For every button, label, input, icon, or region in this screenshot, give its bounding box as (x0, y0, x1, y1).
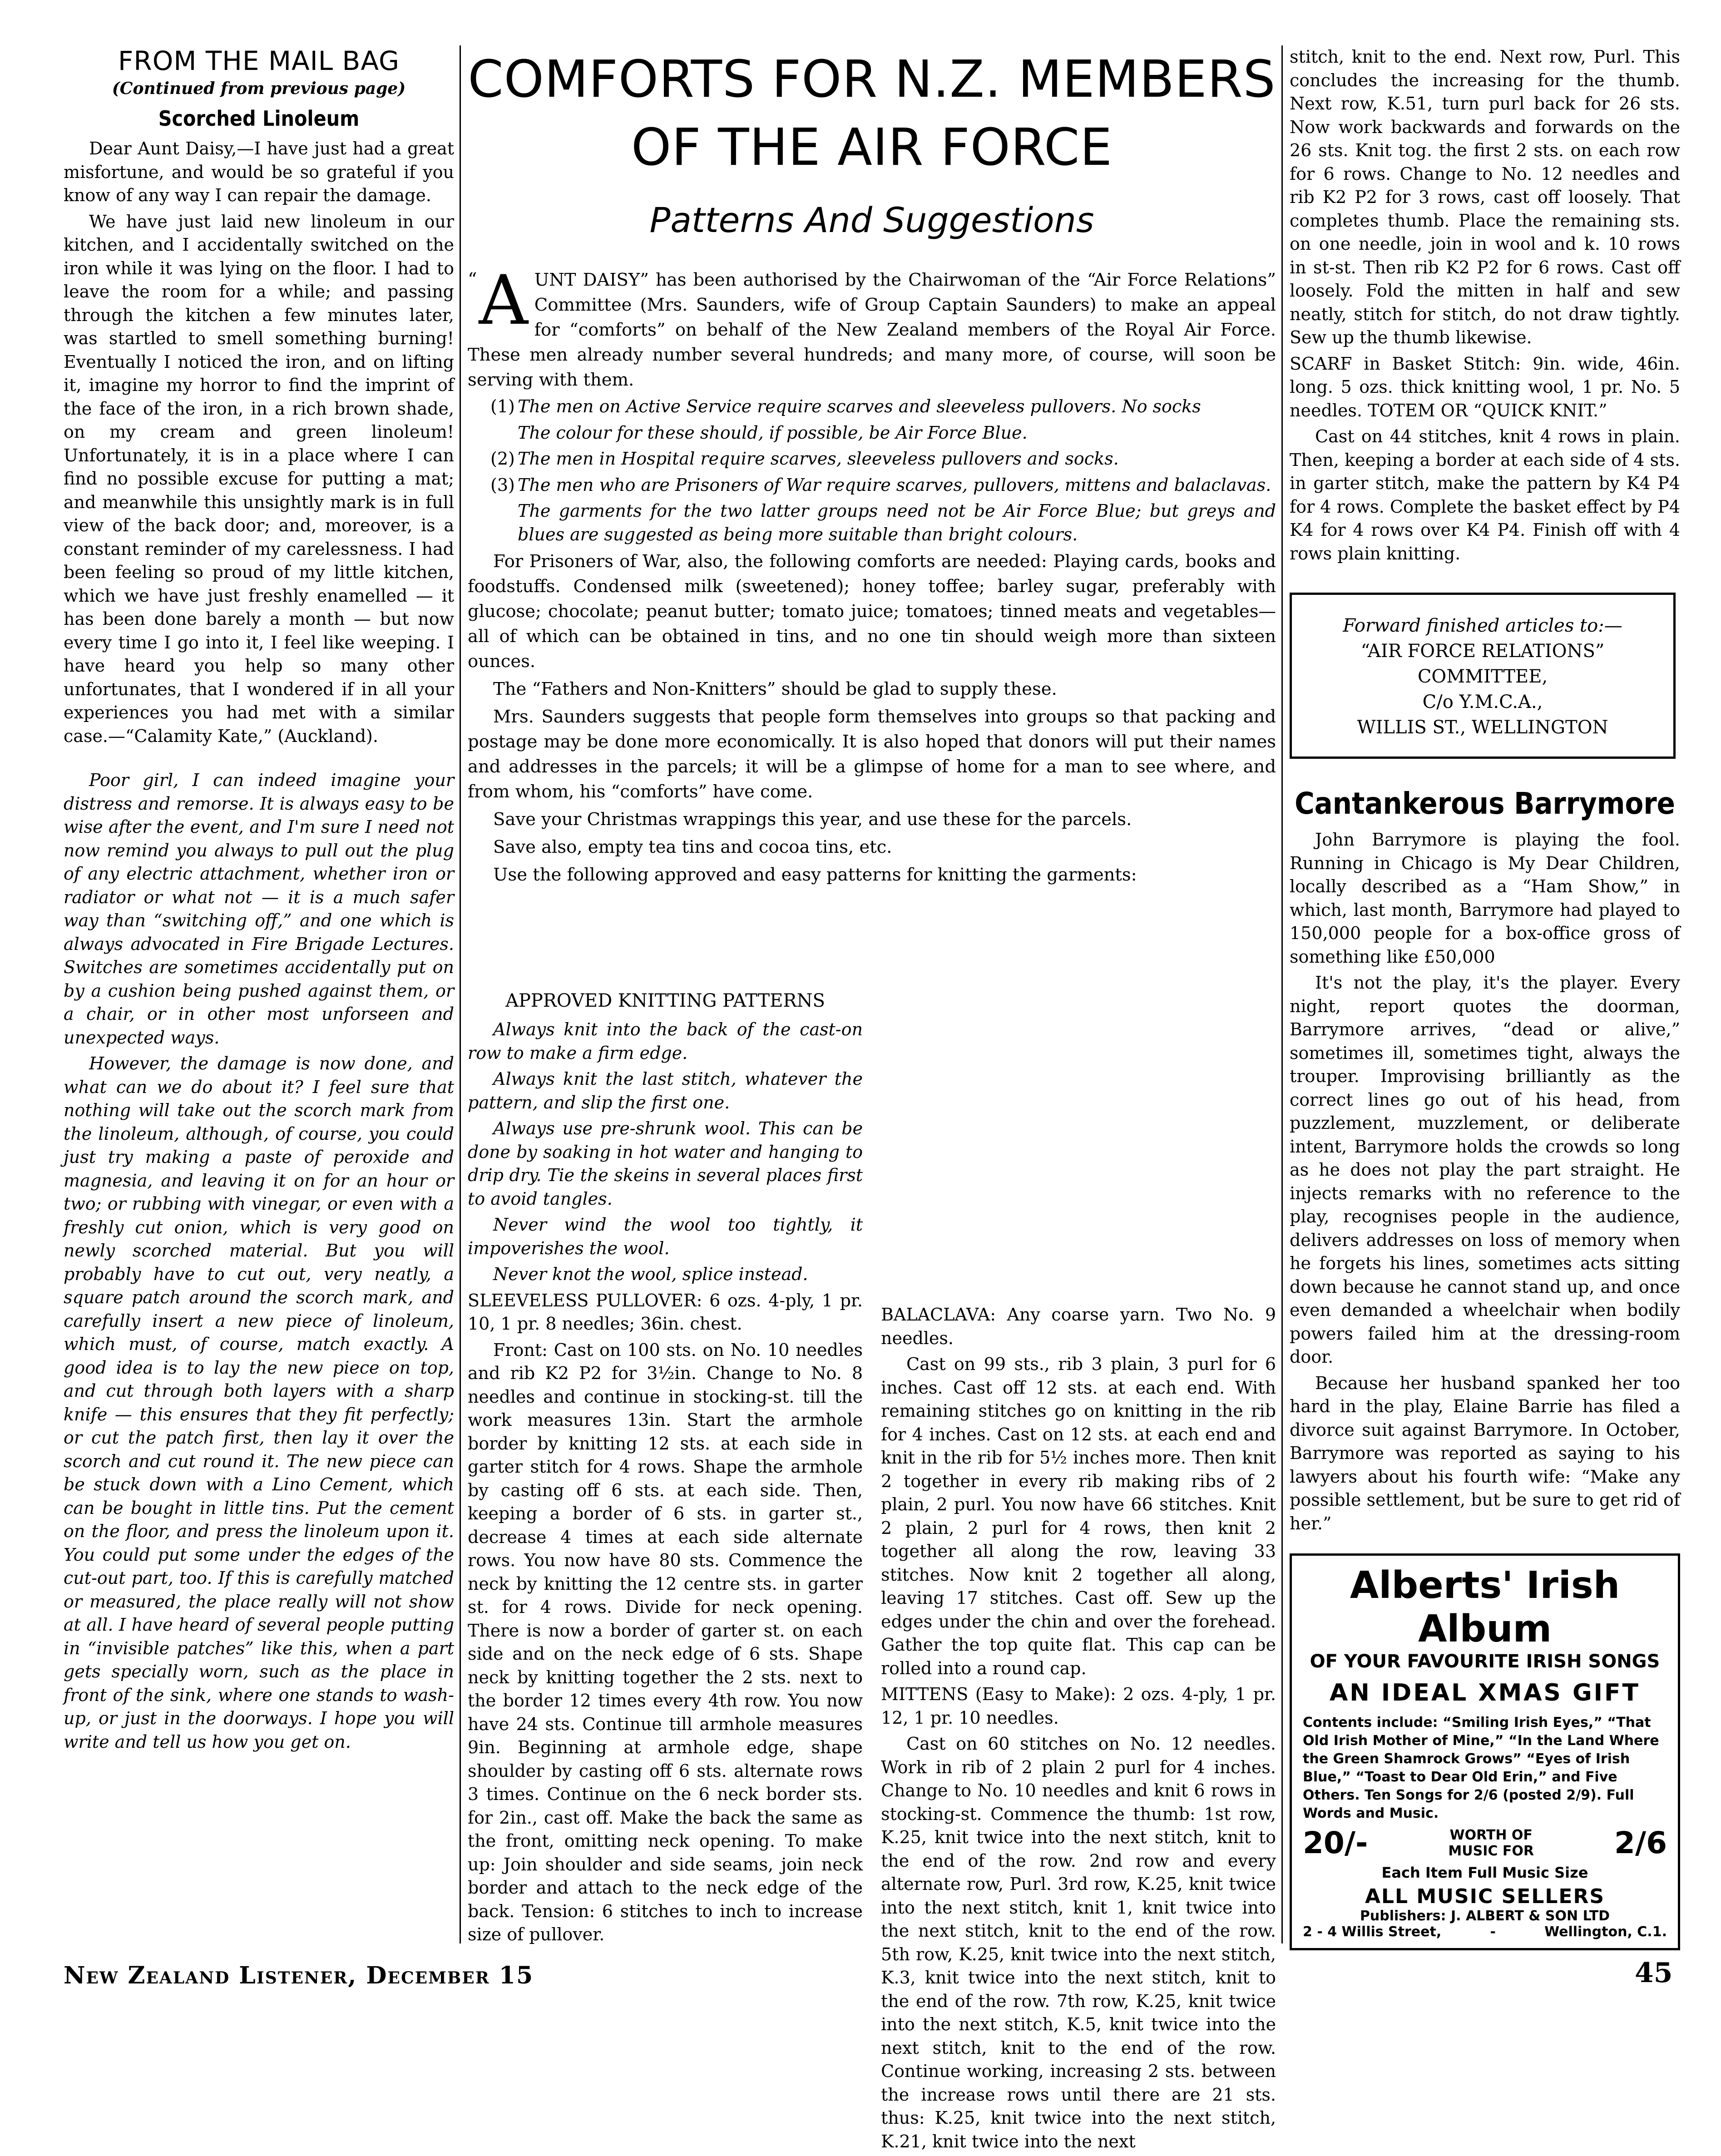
advert-worth: MUSIC FOR (1448, 1843, 1534, 1859)
comforts-title-line2: OF THE AIR FORCE (631, 118, 1113, 177)
list-item-note: The colour for these should, if possible, be Air Force Blue. (518, 422, 1028, 443)
pullover-instructions: Front: Cast on 100 sts. on No. 10 needles and rib K2 P2 for 3½in. Change to No. 8 needles and continue in stocking-st. till the work measures 13in. Start the armhole border by knitting 12 sts. at each side in garter stitch for 4 rows. Shape the armhole by casting off 6 sts. at each side. Then, keeping a border of 6 sts. in garter st., decrease 4 times at each side alternate rows. You now have 80 sts. Commence the neck by knitting the 12 centre sts. in garter st. for 4 rows. Divide for neck opening. There is now a border of garter st. on each side and on the neck edge of 6 sts. Shape neck by knitting together the 2 sts. next to the border 12 times every 4th row. You now have 24 sts. Continue till armhole measures 9in. Beginning at armhole edge, shape shoulder by casting off 6 sts. alternate rows 3 times. Continue on the 6 neck border sts. for 2in., cast off. Make the back the same as the front, omitting neck opening. To make up: Join shoulder and side seams, join neck border and attach to the neck edge of the back. Tension: 6 stitches to inch to increase size of pullover. (468, 1340, 863, 1944)
column-rule (1281, 45, 1283, 1943)
mailbag-column (64, 45, 454, 1756)
advert-address: 2 - 4 Willis Street, - Wellington, C.1. (1303, 1924, 1667, 1940)
patterns-subcolumn-1 (468, 976, 863, 1949)
list-item: (1) The men on Active Service require scarves and sleeveless pullovers. No socks (490, 396, 1201, 416)
barrymore-heading: Cantankerous Barrymore (1295, 786, 1675, 821)
letter-paragraph: Dear Aunt Daisy,—I have just had a great misfortune, and would be so grateful if you know of any way I can repair the damage. (64, 138, 454, 205)
advert-price-row (1303, 1825, 1667, 1860)
barrymore-paragraph: John Barrymore is playing the fool. Running in Chicago is My Dear Children, locally described as a “Ham Show,” in which, last month, Barrymore had played to 150,000 people for a box-office gross of something like £50,000 (1290, 830, 1680, 967)
advert-price-right: 2/6 (1614, 1825, 1667, 1860)
comforts-article (468, 45, 1276, 890)
mittens-continued: stitch, knit to the end. Next row, Purl. This concludes the increasing for the thumb. Next row, K.51, turn purl back for 26 sts. Now work backwards and forwards on the 26 sts. Knit tog. the first 2 sts. on each row for 6 rows. Change to No. 12 needles and rib K2 P2 for 3 rows, cast off loosely. That completes thumb. Place the remaining sts. on one needle, join in wool and k. 10 rows in st-st. Then rib K2 P2 for 6 rows. Cast off loosely. Fold the mitten in half and sew neatly, stitch for stitch, do not draw tightly. Sew up the thumb likewise. (1290, 47, 1680, 347)
mittens-instructions: Cast on 60 stitches on No. 12 needles. Work in rib of 2 plain 2 purl for 4 inches. Change to No. 10 needles and knit 6 rows in stocking-st. Commence the thumb: 1st row, K.25, knit twice into the next stitch, knit to the end of the row. 2nd row and every alternate row, Purl. 3rd row, K.25, knit twice into the next stitch, knit 1, knit twice into the next stitch, knit to the end of the row. 5th row, K.25, knit twice into the next stitch, K.3, knit twice into the next stitch, knit to the end of the row. 7th row, K.25, knit twice into the next stitch, K.5, knit twice into the next stitch, knit to the end of the row. Continue working, increasing 2 sts. between the increase rows until there are 21 sts. thus: K.25, knit twice into the next stitch, K.21, knit twice into the next (881, 1734, 1276, 2151)
balaclava-heading: BALACLAVA: Any coarse yarn. Two No. 9 needles. (881, 1305, 1276, 1348)
list-item-note: The garments for the two latter groups need not be Air Force Blue; but greys and blues are suggested as being more suitable than bright colours. (518, 501, 1276, 544)
page-number: 45 (1635, 1957, 1673, 1989)
patterns-section (468, 976, 1276, 2151)
continued-note: (Continued from previous page) (112, 79, 406, 98)
advert-gift: AN IDEAL XMAS GIFT (1329, 1679, 1641, 1706)
forward-line: “AIR FORCE RELATIONS” (1360, 641, 1605, 662)
tip: Always knit into the back of the cast-on row to make a firm edge. (468, 1019, 863, 1063)
forward-line: Forward finished articles to:— (1343, 615, 1622, 636)
letter-paragraph: We have just laid new linoleum in our kitchen, and I accidentally switched on the iron while it was lying on the floor. I had to leave the room for a while; and passing through the kitchen a few minutes later, was startled to smell something burning! Eventually I noticed the iron, and on lifting it, imagine my horror to find the imprint of the face of the iron, in a rich brown shade, on my cream and green linoleum! Unfortunately, it is in a place where I can find no possible excuse for putting a mat; and meanwhile this unsightly mark is in full view of the back door; and, moreover, is a constant reminder of my carelessness. I had been feeling so proud of my little kitchen, which we have just freshly enamelled — it has been done barely a month — but now every time I go into it, I feel like weeping. I have heard you help so many other unfortunates, that I wondered if in all your experiences you had met with a similar case.—“Calamity Kate,” (Auckland). (64, 211, 454, 746)
scorched-linoleum-heading: Scorched Linoleum (158, 106, 360, 131)
reply-paragraph: Poor girl, I can indeed imagine your distress and remorse. It is always easy to be wise after the event, and I'm sure I need not now remind you always to pull out the plug of any electric attachment, whether iron or radiator or what not — it is a much safer way than “switching off,” and one which is always advocated in Fire Brigade Lectures. Switches are sometimes accidentally put on by a cushion being pushed against them, or a chair, or in other most unforseen and unexpected ways. (64, 770, 454, 1048)
comforts-subtitle: Patterns And Suggestions (649, 200, 1094, 240)
pullover-heading: SLEEVELESS PULLOVER: 6 ozs. 4-ply, 1 pr. 10, 1 pr. 8 needles; 36in. chest. (468, 1290, 863, 1334)
advert-title: Alberts' Irish Album (1350, 1564, 1620, 1651)
advert-publishers: Publishers: J. ALBERT & SON LTD (1360, 1908, 1610, 1924)
tip: Always knit the last stitch, whatever the pattern, and slip the first one. (468, 1069, 863, 1113)
comforts-paragraph: The “Fathers and Non-Knitters” should be glad to supply these. (493, 679, 1057, 699)
forward-line: C/o Y.M.C.A., (1422, 692, 1543, 712)
barrymore-paragraph: It's not the play, it's the player. Every night, report quotes the doorman, Barrymore arrives, “dead or alive,” sometimes ill, sometimes tight, always the trouper. Improvising brilliantly as the correct lines go out of his head, from puzzlement, muzzlement, or deliberate intent, Barrymore holds the crowds so long as he does not play the part straight. He injects remarks with no reference to the play, recognises people in the audience, delivers addresses on loss of memory when he forgets his lines, sometimes acts sitting down because he cannot stand up, and once even demanded a wheelchair when bodily powers failed him at the dressing-room door. (1290, 973, 1680, 1367)
scarf-instructions: Cast on 44 stitches, knit 4 rows in plain. Then, keeping a border at each side of 4 sts. in garter stitch, make the pattern by K4 P4 for 4 rows. Complete the basket effect by P4 K4 for 4 rows over K4 P4. Finish off with 4 rows plain knitting. (1290, 426, 1680, 564)
comforts-paragraph: Save your Christmas wrappings this year, and use these for the parcels. (493, 809, 1132, 830)
open-quote: “ (468, 269, 477, 290)
comforts-paragraph: Mrs. Saunders suggests that people form themselves into groups so that packing and postage may be done more economically. It is also hoped that donors will put their names and addresses in the parcels; it will be a glimpse of home for a man to see where, and from whom, his “comforts” have come. (468, 707, 1276, 802)
publication-footer: New Zealand Listener, December 15 (64, 1962, 534, 1989)
column-rule (460, 45, 461, 1943)
comforts-paragraph: For Prisoners of War, also, the following comforts are needed: Playing cards, books and foodstuffs. Condensed milk (sweetened); honey toffee; barley sugar, preferably with glucose; chocolate; peanut butter; tomato juice; tomatoes; tinned meats and vegetables—all of which can be obtained in tins, and no one tin should weigh more than sixteen ounces. (468, 551, 1276, 672)
right-column (1290, 45, 1680, 1950)
comforts-title-line1: COMFORTS FOR N.Z. MEMBERS (468, 50, 1276, 109)
patterns-title: APPROVED KNITTING PATTERNS (505, 990, 825, 1011)
advert-sellers: ALL MUSIC SELLERS (1365, 1885, 1605, 1908)
mittens-heading: MITTENS (Easy to Make): 2 ozs. 4-ply, 1 pr. 12, 1 pr. 10 needles. (881, 1684, 1276, 1728)
list-item: (3) The men who are Prisoners of War require scarves, pullovers, mittens and balaclavas. (490, 475, 1271, 495)
forward-address-box (1290, 593, 1676, 759)
drop-cap: A (479, 261, 528, 340)
comforts-paragraph: Save also, empty tea tins and cocoa tins, etc. (493, 837, 892, 857)
advert-price-left: 20/- (1303, 1825, 1368, 1860)
forward-line: WILLIS ST., WELLINGTON (1357, 717, 1608, 738)
irish-album-advert (1290, 1553, 1680, 1950)
intro-text: UNT DAISY” has been authorised by the Chairwoman of the “Air Force Relations” Committee (Mrs. Saunders, wife of Group Captain Saunders) to make an appeal for “comforts” on behalf of the New Zealand members of the Royal Air Force. These men already number several hundreds; and many more, of course, will soon be serving with them. (468, 270, 1276, 390)
reply-paragraph: However, the damage is now done, and what can we do about it? I feel sure that nothing will take out the scorch mark from the linoleum, although, of course, you could just try making a paste of peroxide and magnesia, and leaving it on for an hour or two; or rubbing with vinegar, or even with a freshly cut onion, which is very good on newly scorched material. But you will probably have to cut out, very neatly, a square patch around the scorch mark, and carefully insert a new piece of linoleum, which must, of course, match exactly. A good idea is to lay the new piece on top, and cut through both layers with a sharp knife — this ensures that they fit perfectly; or cut the patch first, then lay it over the scorch and cut round it. The new piece can be stuck down with a Lino Cement, which can be bought in little tins. Put the cement on the floor, and press the linoleum upon it. You could put some under the edges of the cut-out part, too. If this is carefully matched or measured, the place really will not show at all. I have heard of several people putting in “invisible patches” like this, when a part gets specially worn, such as the place in front of the sink, where one stands to wash-up, or just in the doorways. I hope you will write and tell us how you get on. (64, 1053, 454, 1752)
advert-contents: Contents include: “Smiling Irish Eyes,” “That Old Irish Mother of Mine,” “In the Land Where the Green Shamrock Grows” “Eyes of Irish Blue,” “Toast to Dear Old Erin,” and Five Others. Ten Songs for 2/6 (posted 2/9). Full Words and Music. (1303, 1715, 1659, 1821)
tip: Always use pre-shrunk wool. This can be done by soaking in hot water and hanging to drip dry. Tie the skeins in several places first to avoid tangles. (468, 1118, 863, 1209)
advert-size: Each Item Full Music Size (1381, 1864, 1588, 1881)
barrymore-paragraph: Because her husband spanked her too hard in the play, Elaine Barrie has filed a divorce suit against Barrymore. In October, Barrymore was reported as saying to his lawyers about his fourth wife: “Make any possible settlement, but be sure to get rid of her.” (1290, 1373, 1680, 1533)
comforts-list (468, 395, 1276, 546)
tip: Never wind the wool too tightly, it impoverishes the wool. (468, 1215, 863, 1258)
tip: Never knot the wool, splice instead. (493, 1264, 808, 1284)
advert-worth: WORTH OF (1449, 1827, 1533, 1843)
balaclava-instructions: Cast on 99 sts., rib 3 plain, 3 purl for 6 inches. Cast off 12 sts. at each end. With remaining stitches go on knitting in the rib for 4 inches. Cast on 12 sts. at each end and knit in the rib for 5½ inches more. Then knit 2 together in every rib making ribs of 2 plain, 2 purl. You now have 66 stitches. Knit 2 plain, 2 purl for 4 rows, then knit 2 together all along the row, leaving 33 stitches. Now knit 2 together all along, leaving 17 stitches. Cast off. Sew up the edges under the chin and over the forehead. Gather the top quite flat. This cap can be rolled into a round cap. (881, 1354, 1276, 1678)
mailbag-heading: FROM THE MAIL BAG (118, 45, 400, 76)
advert-subtitle: OF YOUR FAVOURITE IRISH SONGS (1310, 1651, 1660, 1672)
forward-line: COMMITTEE, (1417, 666, 1548, 687)
list-item: (2) The men in Hospital require scarves, sleeveless pullovers and socks. (490, 449, 1119, 469)
patterns-subcolumn-2 (881, 976, 1276, 2156)
comforts-paragraph: Use the following approved and easy patterns for knitting the garments: (493, 865, 1137, 885)
scarf-heading: SCARF in Basket Stitch: 9in. wide, 46in. long. 5 ozs. thick knitting wool, 1 pr. No. 5 needles. TOTEM OR “QUICK KNIT.” (1290, 353, 1680, 420)
